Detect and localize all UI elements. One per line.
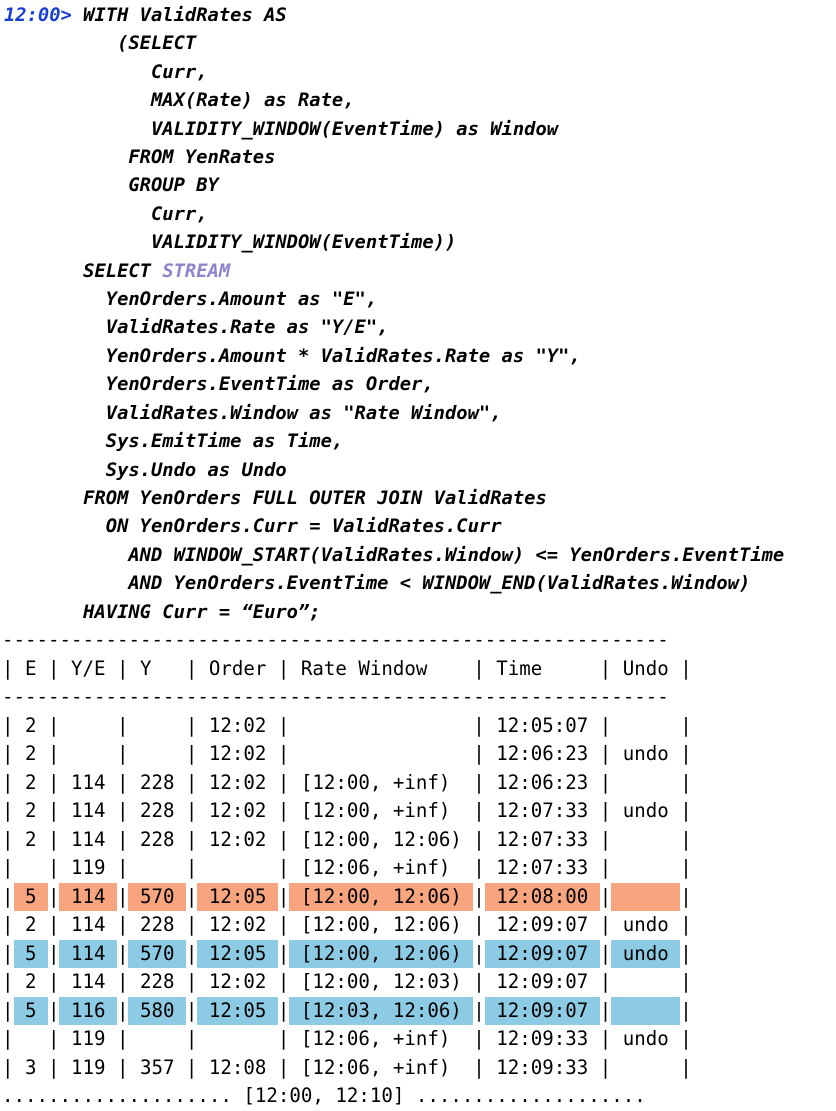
table-cell: 12:02 [197,827,267,851]
table-cell: 12:02 [197,713,267,737]
sql-line-text: Curr, [4,203,208,225]
table-cell: 114 [59,913,106,936]
table-row: | 5 | 116 | 580 | 12:05 | [12:03, 12:06) | 12:09:07 | | [2,997,692,1026]
table-cell: 12:02 [197,742,267,765]
sql-line-text: YenOrders.Amount * ValidRates.Rate as "Y", [4,345,581,367]
sql-line-text: AND WINDOW_START(ValidRates.Window) <= YenOrders.EventTime [4,544,785,566]
table-cell: undo [611,1027,669,1050]
sql-line [4,232,456,253]
table-row: | | 119 | | | [12:06, +inf) | 12:07:33 | | [2,854,692,883]
table-cell: 12:05:07 [484,713,589,737]
sql-line-text: Sys.EmitTime as Time, [4,431,344,453]
table-cell: 12:07:33 [484,799,589,822]
table-cell: 12:09:07 [485,940,600,969]
sql-line-text: ValidRates.Rate as "Y/E", [4,317,389,339]
table-cell: 228 [128,770,175,794]
sql-line [4,403,502,424]
table-cell [611,712,680,741]
table-cell: 12:09:07 [484,970,589,993]
table-row: | 5 | 114 | 570 | 12:05 | [12:00, 12:06) | 12:08:00 | | [2,883,692,912]
sql-line [4,460,287,481]
table-cell: Order [197,656,267,680]
table-cell: 570 [128,940,185,969]
sql-line [4,488,547,509]
sql-line-text: VALIDITY_WINDOW(EventTime) as Window [4,118,559,140]
table-cell [128,712,185,741]
table-cell [611,968,680,997]
table-cell [289,712,473,741]
sql-line [4,90,355,111]
sql-line-text: HAVING Curr = “Euro”; [4,601,321,623]
sql-line [4,175,219,196]
table-row: | 2 | 114 | 228 | 12:02 | [12:00, +inf) | 12:07:33 | undo | [2,797,692,826]
table-cell: 12:06:23 [484,742,589,765]
table-cell: 114 [59,883,116,912]
table-cell [128,854,185,883]
table-cell [14,854,48,883]
sql-line [4,119,558,140]
table-cell: undo [611,799,669,822]
sql-line-text: ValidRates.Window as "Rate Window", [4,402,502,424]
table-cell: 2 [13,799,37,822]
sql-line-text: FROM YenOrders FULL OUTER JOIN ValidRates [4,487,547,509]
sql-line [4,431,343,452]
table-cell: 2 [13,970,37,993]
table-cell: 5 [14,940,48,969]
table-cell: 228 [128,913,175,936]
table-cell: 114 [59,940,116,969]
table-cell: 2 [13,827,37,851]
sql-line [4,261,230,282]
table-cell: 12:08 [197,1055,267,1079]
result-table [2,626,692,1111]
sql-line-text: Curr, [4,61,208,83]
separator-line: ---------------------------------------------------------- [2,685,669,708]
table-cell: undo [611,742,669,765]
separator-line: ---------------------------------------------------------- [2,628,669,651]
sql-line-text: YenOrders.Amount as "E", [4,289,378,311]
sql-line-text: MAX(Rate) as Rate, [4,90,355,112]
sql-line [4,5,287,26]
table-cell: 12:02 [197,970,267,993]
table-row: | 2 | | | 12:02 | | 12:05:07 | | [2,712,692,741]
table-cell: 228 [128,799,175,822]
table-cell: 228 [128,827,175,851]
table-cell: 570 [128,883,185,912]
table-cell [611,997,680,1026]
sql-line [4,62,208,83]
table-cell: [12:00, +inf) [289,799,451,822]
table-cell: 2 [13,913,37,936]
sql-line [4,602,321,623]
table-cell: [12:06, +inf) [289,856,451,879]
table-row: | 5 | 114 | 570 | 12:05 | [12:00, 12:06) | 12:09:07 | undo | [2,940,692,969]
table-cell: 12:02 [197,770,267,794]
table-cell: 12:09:07 [484,913,589,936]
table-cell [611,769,680,798]
sql-line-text: ON YenOrders.Curr = ValidRates.Curr [4,516,502,538]
table-cell: [12:00, 12:06) [289,913,462,936]
table-cell: 12:05 [197,997,277,1026]
table-cell [14,1025,48,1054]
sql-line [4,545,784,566]
table-cell: Rate Window [289,656,428,680]
sql-line-text: FROM YenRates [4,147,276,169]
table-row: | 2 | 114 | 228 | 12:02 | [12:00, 12:03) | 12:09:07 | | [2,968,692,997]
table-cell [128,1025,185,1054]
table-row: | 2 | 114 | 228 | 12:02 | [12:00, +inf) | 12:06:23 | | [2,769,692,798]
sql-line-text: GROUP BY [4,175,219,197]
table-cell: Y [128,656,152,680]
table-cell: 12:07:33 [484,827,589,851]
sql-line-text: VALIDITY_WINDOW(EventTime)) [4,232,457,254]
sql-line [4,289,377,310]
table-cell: 3 [13,1055,37,1079]
table-cell: [12:00, 12:06) [289,827,462,851]
sql-line [4,573,750,594]
table-cell: undo [611,913,669,936]
table-cell: 5 [14,997,48,1026]
sql-line-text: (SELECT [4,33,197,55]
table-row: | 3 | 119 | 357 | 12:08 | [12:06, +inf) | 12:09:33 | | [2,1054,692,1083]
prompt-time: 12:00> [4,5,72,26]
table-cell [197,854,277,883]
table-cell [59,740,116,769]
table-cell [611,826,680,855]
table-cell: 116 [59,997,116,1026]
table-cell: 12:05 [197,883,277,912]
table-cell: undo [611,940,680,969]
table-cell [59,712,116,741]
table-cell: [12:00, 12:06) [289,940,473,969]
sql-line [4,147,275,168]
table-row: | 2 | 114 | 228 | 12:02 | [12:00, 12:06) | 12:09:07 | undo | [2,911,692,940]
table-cell: 2 [13,770,37,794]
table-cell [611,1054,680,1083]
table-cell: 357 [128,1055,175,1079]
table-cell: 12:05 [197,940,277,969]
sql-line-text: YenOrders.EventTime as Order, [4,374,434,396]
table-cell: [12:06, +inf) [289,1055,451,1079]
sql-line [4,374,434,395]
table-cell: [12:00, +inf) [289,770,451,794]
stream-keyword: STREAM [162,260,231,282]
sql-line-text: WITH ValidRates AS [71,5,287,26]
table-cell: 12:09:33 [484,1055,589,1079]
table-cell: Time [484,656,543,680]
table-cell: 12:07:33 [484,856,589,879]
sql-line-text: SELECT [4,260,163,282]
table-cell: 2 [13,713,37,737]
sql-line [4,204,208,225]
table-cell: 5 [14,883,48,912]
table-cell: 12:02 [197,913,267,936]
table-row: | | 119 | | | [12:06, +inf) | 12:09:33 | undo | [2,1025,692,1054]
table-cell: 114 [59,827,106,851]
table-row: | 2 | 114 | 228 | 12:02 | [12:00, 12:06) | 12:07:33 | | [2,826,692,855]
table-header: | E | Y/E | Y | Order | Rate Window | Time | Undo | [2,655,692,684]
sql-query [4,2,784,627]
sql-line-text: Sys.Undo as Undo [4,459,287,481]
table-cell: 114 [59,970,106,993]
table-cell: [12:06, +inf) [289,1027,451,1050]
table-cell [289,740,473,769]
table-cell: 580 [128,997,185,1026]
table-cell [611,883,680,912]
table-cell: 114 [59,770,106,794]
window-footer: .................... [12:00, 12:10] .................... [2,1084,646,1107]
table-cell [128,740,185,769]
sql-line [4,33,196,54]
table-cell: 119 [59,1055,106,1079]
table-cell [197,1025,277,1054]
sql-line-text: AND YenOrders.EventTime < WINDOW_END(ValidRates.Window) [4,573,751,595]
table-cell: 119 [59,856,106,879]
table-cell: E [13,656,37,680]
table-cell: Y/E [59,656,106,680]
table-cell: 12:08:00 [485,883,600,912]
table-cell: 12:09:33 [484,1027,589,1050]
table-cell: 114 [59,799,106,822]
table-cell: [12:00, 12:03) [289,970,462,993]
table-cell: 12:02 [197,799,267,822]
table-cell [611,854,680,883]
table-cell: Undo [611,656,669,680]
table-cell: 228 [128,970,175,993]
table-cell: 119 [59,1027,106,1050]
table-cell: [12:03, 12:06) [289,997,473,1026]
sql-line [4,317,388,338]
table-cell: [12:00, 12:06) [289,883,473,912]
sql-line [4,346,581,367]
table-row: | 2 | | | 12:02 | | 12:06:23 | undo | [2,740,692,769]
table-cell: 12:09:07 [485,997,600,1026]
sql-line [4,516,502,537]
table-cell: 2 [13,742,37,765]
table-cell: 12:06:23 [484,770,589,794]
